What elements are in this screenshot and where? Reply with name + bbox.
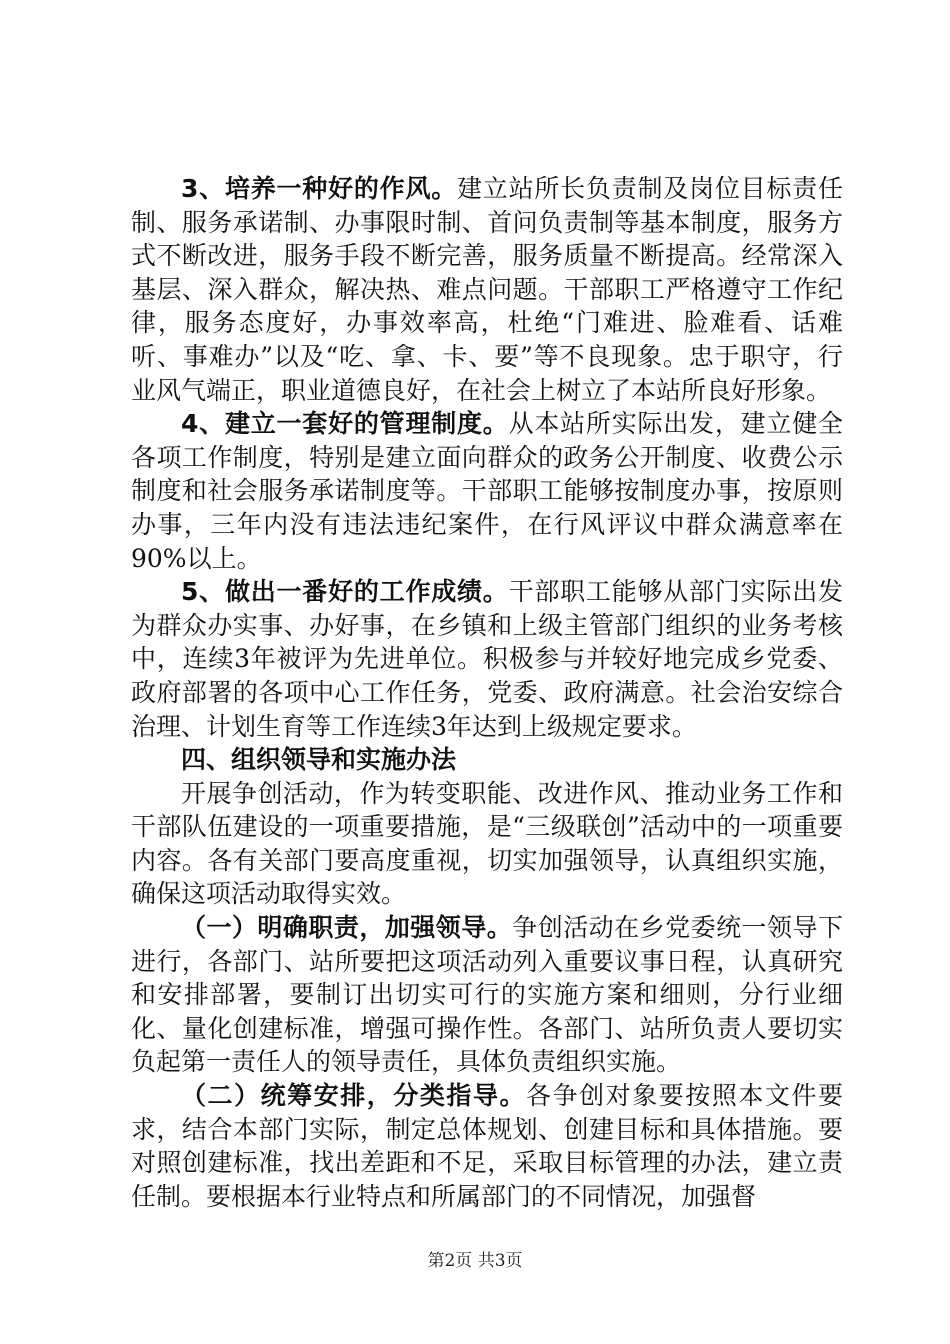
paragraph-subsection-2 — [131, 1079, 843, 1213]
paragraph-item-3 — [131, 172, 843, 407]
section-heading: 四、组织领导和实施办法 — [181, 745, 457, 775]
paragraph-item-5 — [131, 575, 843, 743]
page-footer — [0, 1246, 950, 1271]
paragraph-subsection-1 — [131, 911, 843, 1079]
paragraph-text: 各争创对象要按照本文件要求，结合本部门实际，制定总体规划、创建目标和具体措施。要对照创建标准，找出差距和不足，采取目标管理的办法，建立责任制。要根据本行业特点和所属部门的不同情况，加强督 — [131, 1081, 843, 1211]
paragraph-intro — [131, 777, 843, 911]
paragraph-item-4 — [131, 407, 843, 575]
paragraph-text: 从本站所实际出发，建立健全各项工作制度，特别是建立面向群众的政务公开制度、收费公示制度和社会服务承诺制度等。干部职工能够按制度办事，按原则办事，三年内没有违法违纪案件，在行风评议中群众满意率在90%以上。 — [131, 409, 843, 573]
paragraph-lead: 5、做出一番好的工作成绩。 — [181, 577, 509, 607]
page-number-label: 第2页 共3页 — [427, 1251, 523, 1271]
paragraph-text: 开展争创活动，作为转变职能、改进作风、推动业务工作和干部队伍建设的一项重要措施，是“三级联创”活动中的一项重要内容。各有关部门要高度重视，切实加强领导，认真组织实施，确保这项活动取得实效。 — [131, 778, 843, 909]
paragraph-lead: 4、建立一套好的管理制度。 — [181, 409, 509, 439]
document-body — [131, 172, 843, 1213]
paragraph-lead: 3、培养一种好的作风。 — [181, 174, 458, 203]
paragraph-text: 干部职工能够从部门实际出发为群众办实事、办好事，在乡镇和上级主管部门组织的业务考核中，连续3年被评为先进单位。积极参与并较好地完成乡党委、政府部署的各项中心工作任务，党委、政府满意。社会治安综合治理、计划生育等工作连续3年达到上级规定要求。 — [131, 577, 843, 741]
paragraph-lead: （二）统筹安排，分类指导。 — [181, 1081, 527, 1111]
paragraph-text: 建立站所长负责制及岗位目标责任制、服务承诺制、办事限时制、首问负责制等基本制度，服务方式不断改进，服务手段不断完善，服务质量不断提高。经常深入基层、深入群众，解决热、难点问题。干部职工严格遵守工作纪律，服务态度好，办事效率高，杜绝“门难进、脸难看、话难听、事难办”以及“吃、拿、卡、要”等不良现象。忠于职守，行业风气端正，职业道德良好，在社会上树立了本站所良好形象。 — [131, 174, 843, 405]
paragraph-text: 争创活动在乡党委统一领导下进行，各部门、站所要把这项活动列入重要议事日程，认真研究和安排部署，要制订出切实可行的实施方案和细则，分行业细化、量化创建标准，增强可操作性。各部门、站所负责人要切实负起第一责任人的领导责任，具体负责组织实施。 — [131, 913, 843, 1077]
paragraph-lead: （一）明确职责，加强领导。 — [181, 913, 513, 943]
